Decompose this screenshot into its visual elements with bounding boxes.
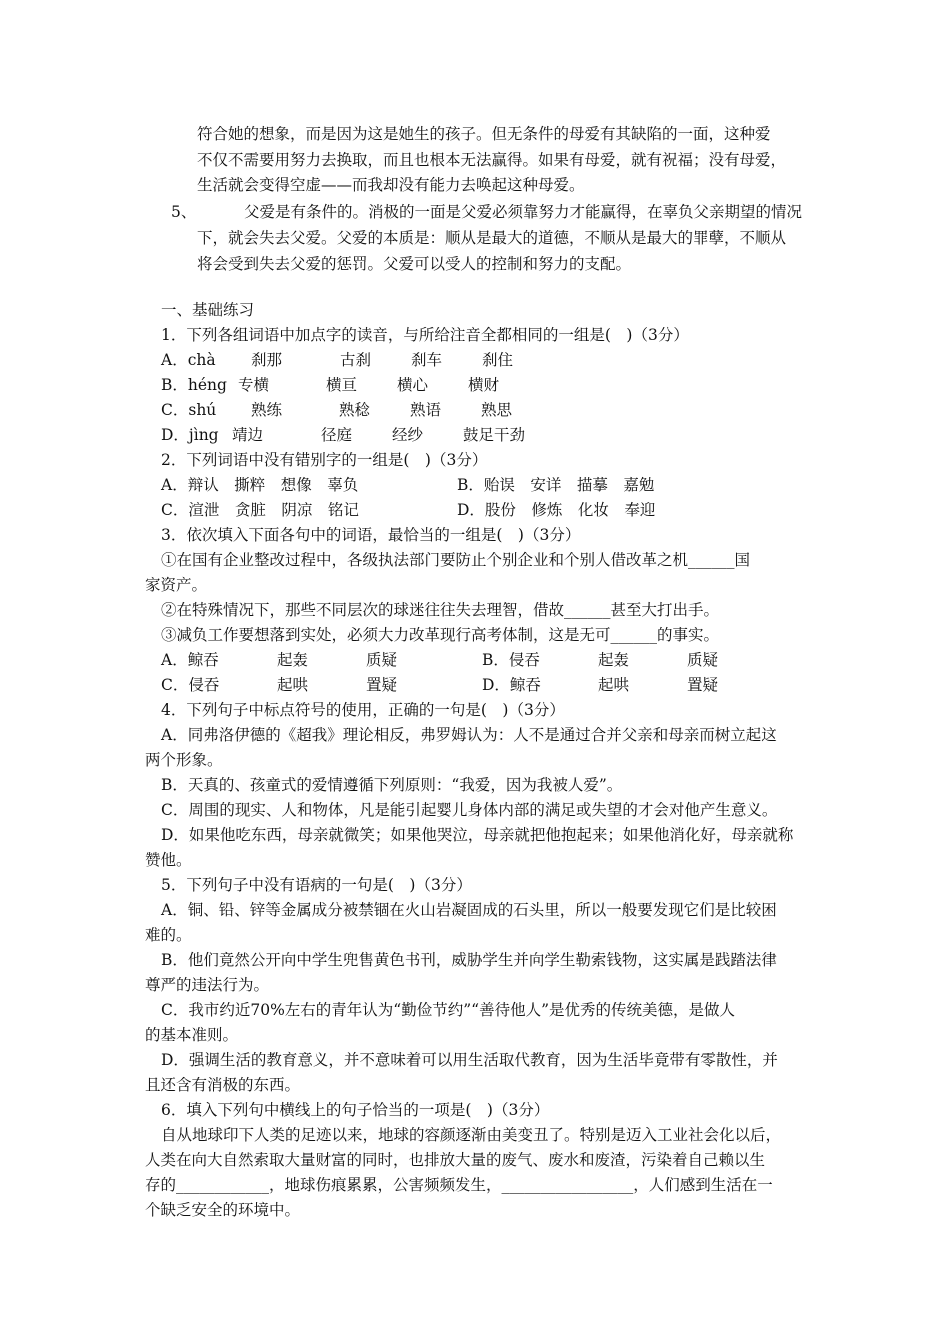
q5-option-d: D．强调生活的教育意义，并不意味着可以用生活取代教育，因为生活毕竟带有零散性，并: [161, 1051, 778, 1069]
option-word: 专横: [238, 376, 270, 394]
option-word: 质疑: [687, 651, 719, 669]
intro-line: 不仅不需要用努力去换取，而且也根本无法赢得。如果有母爱，就有祝福；没有母爱，: [197, 151, 787, 169]
question-stem: 6．填入下列句中横线上的句子恰当的一项是( )（3分）: [161, 1101, 550, 1119]
question-stem: 2．下列词语中没有错别字的一组是( )（3分）: [161, 451, 488, 469]
q4-option-b: B．天真的、孩童式的爱情遵循下列原则：“我爱，因为我被人爱”。: [161, 776, 623, 794]
q5-option-a-cont: 难的。: [145, 926, 192, 944]
option-label: A．鲸吞: [161, 651, 219, 669]
q6-passage-line: 人类在向大自然索取大量财富的同时，也排放大量的废气、废水和废渣，污染着自己赖以生: [145, 1151, 766, 1169]
q5-option-c: C．我市约近70%左右的青年认为“勤俭节约”“善待他人”是优秀的传统美德，是做人: [161, 1001, 736, 1019]
option-word: 古刹: [340, 351, 372, 369]
option-word: 横心: [397, 376, 429, 394]
option-word: 刹那: [251, 351, 283, 369]
option-word: 置疑: [366, 676, 398, 694]
option-label: A．chà: [161, 351, 216, 369]
q6-passage-line: 存的____________，地球伤痕累累，公害频频发生，_________________，人们感到生活在一: [145, 1176, 773, 1194]
option-word: 质疑: [366, 651, 398, 669]
sentence-2: ②在特殊情况下，那些不同层次的球迷往往失去理智，借故______甚至大打出手。: [161, 601, 720, 619]
sentence-1-cont: 家资产。: [145, 576, 208, 594]
q2-option-b: B．贻误 安详 描摹 嘉勉: [457, 476, 655, 494]
option-word: 起哄: [598, 676, 630, 694]
option-word: 刹住: [482, 351, 514, 369]
question-stem: 5．下列句子中没有语病的一句是( )（3分）: [161, 876, 472, 894]
option-word: 起轰: [277, 651, 309, 669]
item5-line: 下，就会失去父爱。父爱的本质是：顺从是最大的道德，不顺从是最大的罪孽，不顺从: [197, 229, 787, 247]
question-stem: 4．下列句子中标点符号的使用，正确的一句是( )（3分）: [161, 701, 565, 719]
q6-passage-line: 个缺乏安全的环境中。: [145, 1201, 301, 1219]
q6-passage-line: 自从地球印下人类的足迹以来，地球的容颜逐渐由美变丑了。特别是迈入工业社会化以后，: [161, 1126, 782, 1144]
option-label: B．héng: [161, 376, 227, 394]
q4-option-a: A．同弗洛伊德的《超我》理论相反，弗罗姆认为：人不是通过合并父亲和母亲而树立起这: [161, 726, 777, 744]
q4-option-d: D．如果他吃东西，母亲就微笑；如果他哭泣，母亲就把他抱起来；如果他消化好，母亲就称: [161, 826, 794, 844]
option-label: B．侵吞: [482, 651, 540, 669]
intro-line: 生活就会变得空虚——而我却没有能力去唤起这种母爱。: [197, 176, 585, 194]
q5-option-d-cont: 且还含有消极的东西。: [145, 1076, 301, 1094]
option-word: 熟稔: [339, 401, 371, 419]
option-word: 置疑: [687, 676, 719, 694]
option-word: 靖边: [232, 426, 264, 444]
sentence-1: ①在国有企业整改过程中，各级执法部门要防止个别企业和个别人借改革之机______国: [161, 551, 751, 569]
option-word: 起轰: [598, 651, 630, 669]
q2-option-a: A．辩认 撕粹 想像 辜负: [161, 476, 359, 494]
option-label: D．鲸吞: [482, 676, 541, 694]
q5-option-b-cont: 尊严的违法行为。: [145, 976, 270, 994]
option-word: 熟练: [251, 401, 283, 419]
q5-option-c-cont: 的基本准则。: [145, 1026, 239, 1044]
question-stem: 1．下列各组词语中加点字的读音，与所给注音全都相同的一组是( )（3分）: [161, 326, 689, 344]
q5-option-b: B．他们竟然公开向中学生兜售黄色书刊，威胁学生并向学生勒索钱物，这实属是践踏法律: [161, 951, 777, 969]
option-label: D．jìng: [161, 426, 219, 444]
q5-option-a: A．铜、铅、锌等金属成分被禁锢在火山岩凝固成的石头里，所以一般要发现它们是比较困: [161, 901, 777, 919]
item5-line: 父爱是有条件的。消极的一面是父爱必须靠努力才能赢得，在辜负父亲期望的情况: [244, 203, 803, 221]
q2-option-c: C．渲泄 贪脏 阴凉 铭记: [161, 501, 359, 519]
option-word: 鼓足干劲: [463, 426, 526, 444]
item5-line: 将会受到失去父爱的惩罚。父爱可以受人的控制和努力的支配。: [197, 255, 632, 273]
option-word: 横亘: [326, 376, 358, 394]
option-word: 起哄: [277, 676, 309, 694]
question-stem: 3．依次填入下面各句中的词语，最恰当的一组是( )（3分）: [161, 526, 581, 544]
option-word: 熟思: [481, 401, 513, 419]
section-title: 一、基础练习: [161, 301, 255, 319]
q4-option-c: C．周围的现实、人和物体，凡是能引起婴儿身体内部的满足或失望的才会对他产生意义。: [161, 801, 778, 819]
q4-option-d-cont: 赞他。: [145, 851, 192, 869]
option-label: C．shú: [161, 401, 217, 419]
option-label: C．侵吞: [161, 676, 220, 694]
item-number: 5、: [171, 203, 197, 221]
q4-option-a-cont: 两个形象。: [145, 751, 223, 769]
option-word: 横财: [468, 376, 500, 394]
option-word: 经纱: [392, 426, 424, 444]
option-word: 刹车: [411, 351, 443, 369]
sentence-3: ③减负工作要想落到实处，必须大力改革现行高考体制，这是无可______的事实。: [161, 626, 720, 644]
option-word: 径庭: [321, 426, 353, 444]
q2-option-d: D．股份 修炼 化妆 奉迎: [457, 501, 656, 519]
intro-line: 符合她的想象，而是因为这是她生的孩子。但无条件的母爱有其缺陷的一面，这种爱: [197, 125, 771, 143]
option-word: 熟语: [410, 401, 442, 419]
